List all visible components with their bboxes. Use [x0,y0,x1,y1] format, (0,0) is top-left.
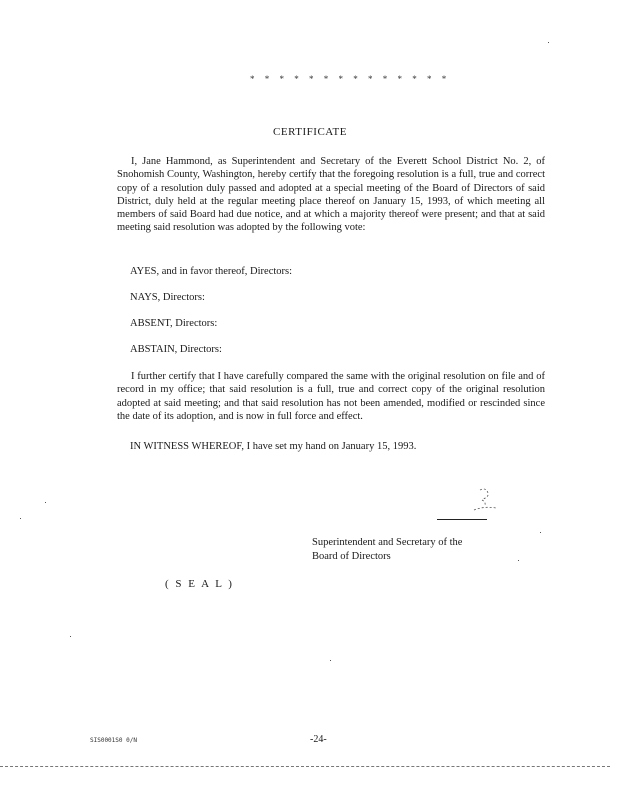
signatory-title [312,536,462,564]
signature-mark [466,486,506,514]
seal-placeholder: ( S E A L ) [165,578,234,590]
vote-abstain: ABSTAIN, Directors: [130,344,222,355]
decorative-stars: * * * * * * * * * * * * * * [250,74,451,84]
document-id: SIS0001S0 0/N [90,737,137,744]
certificate-title: CERTIFICATE [273,126,347,138]
scan-speck [20,518,21,519]
vote-absent: ABSENT, Directors: [130,318,218,329]
witness-statement: IN WITNESS WHEREOF, I have set my hand on January 15, 1993. [130,441,417,452]
scan-speck [70,636,71,637]
scan-speck [540,532,541,533]
scan-speck [548,42,549,43]
scan-speck [330,660,331,661]
scan-bottom-edge [0,766,610,767]
vote-nays: NAYS, Directors: [130,292,205,303]
further-certification-paragraph: I further certify that I have carefully compared the same with the original resolution on file and of record in my office; that said resolution is a full, true and correct copy of the original resolution adopted at said meeting; and that said resolution has not been amended, modified or rescinded since the date of its adoption, and is now in full force and effect. [117,371,545,422]
signature-line [437,519,487,520]
signatory-title-line2: Board of Directors [312,551,391,562]
vote-ayes: AYES, and in favor thereof, Directors: [130,266,293,277]
certification-paragraph: I, Jane Hammond, as Superintendent and Secretary of the Everett School District No. 2, of Snohomish County, Washington, hereby certify that the foregoing resolution is a full, true and correct copy of a resolution duly passed and adopted at a special meeting of the Board of Directors of said District, duly held at the regular meeting place thereof on January 15, 1993, of which meeting all members of said Board had due notice, and at which a majority thereof were present; and that at said meeting said resolution was adopted by the following vote: [117,156,545,234]
signatory-title-line1: Superintendent and Secretary of the [312,537,463,548]
scan-speck [518,560,519,561]
scan-speck [45,502,46,503]
page-number: -24- [310,734,327,745]
